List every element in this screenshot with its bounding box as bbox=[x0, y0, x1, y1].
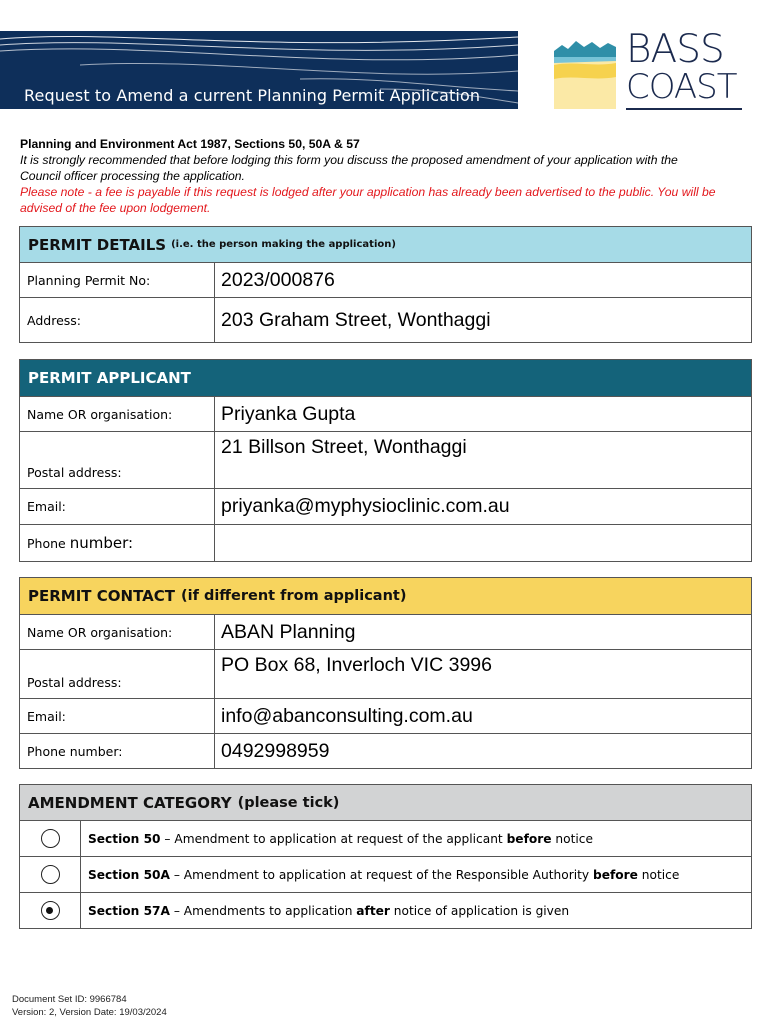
logo-text-coast: COAST bbox=[626, 67, 737, 107]
contact-postal-row bbox=[20, 650, 751, 699]
document-version: Version: 2, Version Date: 19/03/2024 bbox=[12, 1007, 167, 1018]
radio-section-50a[interactable] bbox=[41, 865, 60, 884]
fee-warning: Please note - a fee is payable if this request is lodged after your application has already been advertised to the public. You will be advised of the fee upon lodgement. bbox=[20, 185, 716, 215]
permit-number-row bbox=[20, 263, 751, 298]
logo-mark-icon bbox=[554, 31, 616, 109]
amendment-category-header bbox=[20, 785, 751, 821]
address-row bbox=[20, 298, 751, 342]
applicant-email-label: Email: bbox=[27, 499, 66, 514]
recommendation-text: It is strongly recommended that before lodging this form you discuss the proposed amendment of your application with the Council officer processing the application. bbox=[20, 153, 678, 183]
contact-name-row bbox=[20, 615, 751, 650]
intro-text bbox=[20, 136, 720, 216]
act-reference: Planning and Environment Act 1987, Sections 50, 50A & 57 bbox=[20, 137, 360, 151]
address-field[interactable]: 203 Graham Street, Wonthaggi bbox=[214, 298, 751, 342]
contact-postal-label: Postal address: bbox=[27, 675, 122, 690]
radio-section-57a[interactable] bbox=[41, 901, 60, 920]
permit-applicant-section bbox=[19, 359, 752, 562]
applicant-name-row bbox=[20, 397, 751, 432]
amendment-category-section bbox=[19, 784, 752, 929]
header-banner bbox=[0, 31, 518, 109]
category-option-label: Section 57A – Amendments to application after notice of application is given bbox=[88, 903, 570, 918]
contact-name-label: Name OR organisation: bbox=[27, 624, 173, 640]
contact-phone-row bbox=[20, 734, 751, 768]
contact-email-row bbox=[20, 699, 751, 734]
form-title: Request to Amend a current Planning Permit Application bbox=[24, 86, 481, 105]
address-label: Address: bbox=[27, 312, 81, 328]
permit-details-header bbox=[20, 227, 751, 263]
applicant-postal-label: Postal address: bbox=[27, 465, 122, 480]
category-option-label: Section 50 – Amendment to application at request of the applicant before notice bbox=[88, 831, 593, 846]
applicant-postal-row bbox=[20, 432, 751, 489]
radio-section-50[interactable] bbox=[41, 829, 60, 848]
applicant-phone-label-a: Phone bbox=[27, 535, 66, 551]
contact-postal-field[interactable]: PO Box 68, Inverloch VIC 3996 bbox=[214, 650, 751, 698]
applicant-phone-field[interactable] bbox=[214, 525, 751, 561]
bass-coast-logo bbox=[554, 27, 744, 111]
permit-contact-heading: PERMIT CONTACT bbox=[28, 587, 175, 605]
permit-applicant-header bbox=[20, 360, 751, 397]
permit-number-field[interactable]: 2023/000876 bbox=[214, 263, 751, 297]
permit-details-subheading: (i.e. the person making the application) bbox=[171, 239, 396, 250]
category-option-section-57a[interactable] bbox=[20, 893, 751, 928]
applicant-email-row bbox=[20, 489, 751, 525]
permit-details-heading: PERMIT DETAILS bbox=[28, 235, 167, 254]
category-option-section-50a[interactable] bbox=[20, 857, 751, 893]
amendment-category-subheading: (please tick) bbox=[237, 794, 340, 811]
permit-contact-subheading: (if different from applicant) bbox=[180, 588, 407, 604]
logo-underline bbox=[626, 108, 742, 110]
contact-name-field[interactable]: ABAN Planning bbox=[214, 615, 751, 649]
permit-contact-section bbox=[19, 577, 752, 769]
applicant-phone-label-b: number: bbox=[69, 534, 134, 552]
applicant-phone-row bbox=[20, 525, 751, 561]
logo-text-bass: BASS bbox=[626, 27, 724, 72]
permit-contact-header bbox=[20, 578, 751, 615]
contact-phone-field[interactable]: 0492998959 bbox=[214, 734, 751, 768]
applicant-email-field[interactable]: priyanka@myphysioclinic.com.au bbox=[214, 489, 751, 524]
document-footer bbox=[12, 993, 167, 1019]
applicant-postal-field[interactable]: 21 Billson Street, Wonthaggi bbox=[214, 432, 751, 488]
category-option-section-50[interactable] bbox=[20, 821, 751, 857]
document-set-id: Document Set ID: 9966784 bbox=[12, 994, 127, 1005]
applicant-name-field[interactable]: Priyanka Gupta bbox=[214, 397, 751, 431]
permit-number-label: Planning Permit No: bbox=[27, 272, 151, 288]
permit-details-section bbox=[19, 226, 752, 343]
applicant-name-label: Name OR organisation: bbox=[27, 406, 173, 422]
permit-applicant-heading: PERMIT APPLICANT bbox=[28, 369, 191, 387]
applicant-phone-label bbox=[20, 525, 214, 561]
contact-phone-label: Phone number: bbox=[27, 743, 123, 759]
category-option-label: Section 50A – Amendment to application at request of the Responsible Authority before notice bbox=[88, 867, 680, 882]
contact-email-field[interactable]: info@abanconsulting.com.au bbox=[214, 699, 751, 733]
amendment-category-heading: AMENDMENT CATEGORY bbox=[28, 793, 232, 812]
contact-email-label: Email: bbox=[27, 708, 66, 724]
